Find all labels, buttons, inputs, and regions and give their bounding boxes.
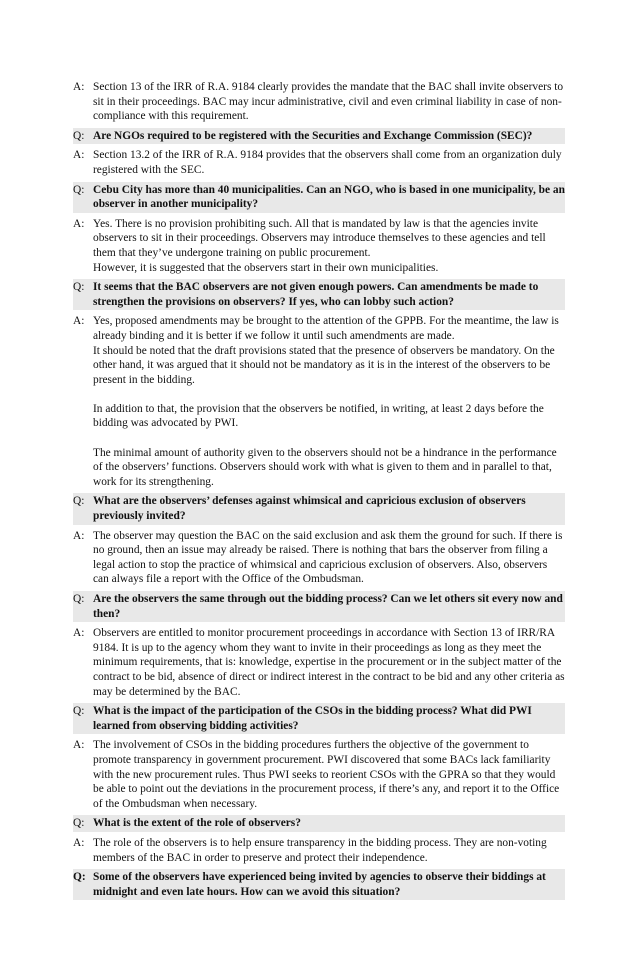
answer-paragraph: The minimal amount of authority given to the observers should not be a hindrance in the performance of the observers’ functions. Observers should work with what is given to them and in parallel to that, work for its strengthening. bbox=[93, 446, 557, 488]
answer-label: A: bbox=[73, 149, 85, 162]
answer-paragraph: The observer may question the BAC on the said exclusion and ask them the ground for such. If there is no ground, then an issue may already be raised. There is nothing that bars the observer from filing a legal action to stop the practice of whimsical and capricious exclusion of observers. Also, observers can always file a report with the Office of the Ombudsman. bbox=[93, 529, 563, 586]
answer-label: A: bbox=[73, 529, 85, 542]
paragraph-break bbox=[93, 387, 565, 402]
answer-label: A: bbox=[73, 627, 85, 640]
question-text: Cebu City has more than 40 municipalities. Can an NGO, who is based in one municipality, be an observer in another municipality? bbox=[93, 183, 565, 211]
answer-text bbox=[93, 314, 565, 489]
answer-paragraph: Yes, proposed amendments may be brought to the attention of the GPPB. For the meantime, the law is already binding and it is better if we follow it until such amendments are made. bbox=[93, 315, 559, 342]
question-text: Are NGOs required to be registered with the Securities and Exchange Commission (SEC)? bbox=[93, 129, 533, 142]
answer-paragraph: However, it is suggested that the observers start in their own municipalities. bbox=[93, 261, 439, 274]
answer-block bbox=[73, 148, 565, 177]
answer-paragraph: The role of the observers is to help ensure transparency in the bidding process. They are non-voting members of the BAC in order to preserve and protect their independence. bbox=[93, 836, 547, 864]
question-block bbox=[73, 493, 565, 524]
question-text: What is the extent of the role of observers? bbox=[93, 817, 301, 830]
answer-block bbox=[73, 80, 565, 124]
question-block bbox=[73, 703, 565, 734]
question-label: Q: bbox=[73, 183, 85, 196]
answer-label: A: bbox=[73, 81, 85, 93]
answer-label: A: bbox=[73, 217, 85, 230]
question-text: Some of the observers have experienced being invited by agencies to observe their biddings at midnight and even late hours. How can we avoid this situation? bbox=[93, 871, 546, 898]
question-label: Q: bbox=[73, 281, 85, 294]
answer-paragraph: In addition to that, the provision that the observers be notified, in writing, at least 2 days before the bidding was advocated by PWI. bbox=[93, 402, 544, 430]
question-label: Q: bbox=[73, 871, 86, 884]
answer-block bbox=[73, 314, 565, 489]
question-label: Q: bbox=[73, 593, 85, 605]
question-block bbox=[73, 591, 565, 622]
answer-text bbox=[93, 738, 565, 811]
answer-text bbox=[93, 148, 565, 177]
question-text: What is the impact of the participation of the CSOs in the bidding process? What did PWI learned from observing bidding activities? bbox=[93, 705, 532, 732]
question-block bbox=[73, 869, 565, 900]
answer-paragraph: It should be noted that the draft provisions stated that the presence of observers be mandatory. On the other hand, it was argued that it should not be mandatory as it is in the interest of the observers to be present in the bidding. bbox=[93, 344, 555, 386]
answer-label: A: bbox=[73, 315, 85, 328]
answer-text bbox=[93, 626, 565, 699]
faq-document bbox=[73, 80, 565, 904]
question-label: Q: bbox=[73, 817, 85, 830]
answer-block bbox=[73, 217, 565, 275]
answer-text bbox=[93, 80, 565, 124]
answer-block bbox=[73, 626, 565, 699]
answer-text bbox=[93, 836, 565, 865]
question-block bbox=[73, 182, 565, 213]
answer-block bbox=[73, 738, 565, 811]
question-block bbox=[73, 128, 565, 145]
question-text: What are the observers’ defenses against whimsical and capricious exclusion of observers previously invited? bbox=[93, 495, 526, 523]
question-text: It seems that the BAC observers are not given enough powers. Can amendments be made to strengthen the provisions on observers? If yes, who can lobby such action? bbox=[93, 281, 539, 308]
question-label: Q: bbox=[73, 495, 85, 508]
answer-paragraph: Section 13.2 of the IRR of R.A. 9184 provides that the observers shall come from an organization duly registered with the SEC. bbox=[93, 149, 562, 176]
answer-block bbox=[73, 529, 565, 587]
answer-paragraph: Observers are entitled to monitor procurement proceedings in accordance with Section 13 of IRR/RA 9184. It is up to the agency whom they want to invite in their proceedings as long as they meet the minimum requirements, that is: knowledge, expertise in the procurement or in the subject matter of the contract to be bid, absence of direct or indirect interest in the contract to be bid and any other criteria as may be determined by the BAC. bbox=[93, 627, 565, 698]
question-label: Q: bbox=[73, 705, 85, 718]
question-label: Q: bbox=[73, 129, 85, 142]
question-text: Are the observers the same through out the bidding process? Can we let others sit every now and then? bbox=[93, 593, 563, 620]
question-block bbox=[73, 279, 565, 310]
answer-text bbox=[93, 529, 565, 587]
question-block bbox=[73, 815, 565, 832]
answer-block bbox=[73, 836, 565, 865]
answer-paragraph: The involvement of CSOs in the bidding procedures furthers the objective of the government to promote transparency in government procurement. PWI discovered that some BACs lack familiarity with the new procurement rules. Thus PWI seeks to reorient CSOs with the GPRA so that they would be able to point out the deviations in the procurement process, if there’s any, and report it to the Office of the Ombudsman when necessary. bbox=[93, 739, 560, 810]
answer-paragraph: Yes. There is no provision prohibiting such. All that is mandated by law is that the agencies invite observers to sit in their proceedings. Observers may introduce themselves to these agencies and tell them that they’ve undergone training on public procurement. bbox=[93, 217, 546, 259]
paragraph-break bbox=[93, 431, 565, 446]
answer-label: A: bbox=[73, 836, 85, 849]
answer-paragraph: Section 13 of the IRR of R.A. 9184 clearly provides the mandate that the BAC shall invite observers to sit in their proceedings. BAC may incur administrative, civil and even criminal liability in case of non-compliance with this requirement. bbox=[93, 81, 564, 123]
answer-text bbox=[93, 217, 565, 275]
answer-label: A: bbox=[73, 739, 85, 752]
